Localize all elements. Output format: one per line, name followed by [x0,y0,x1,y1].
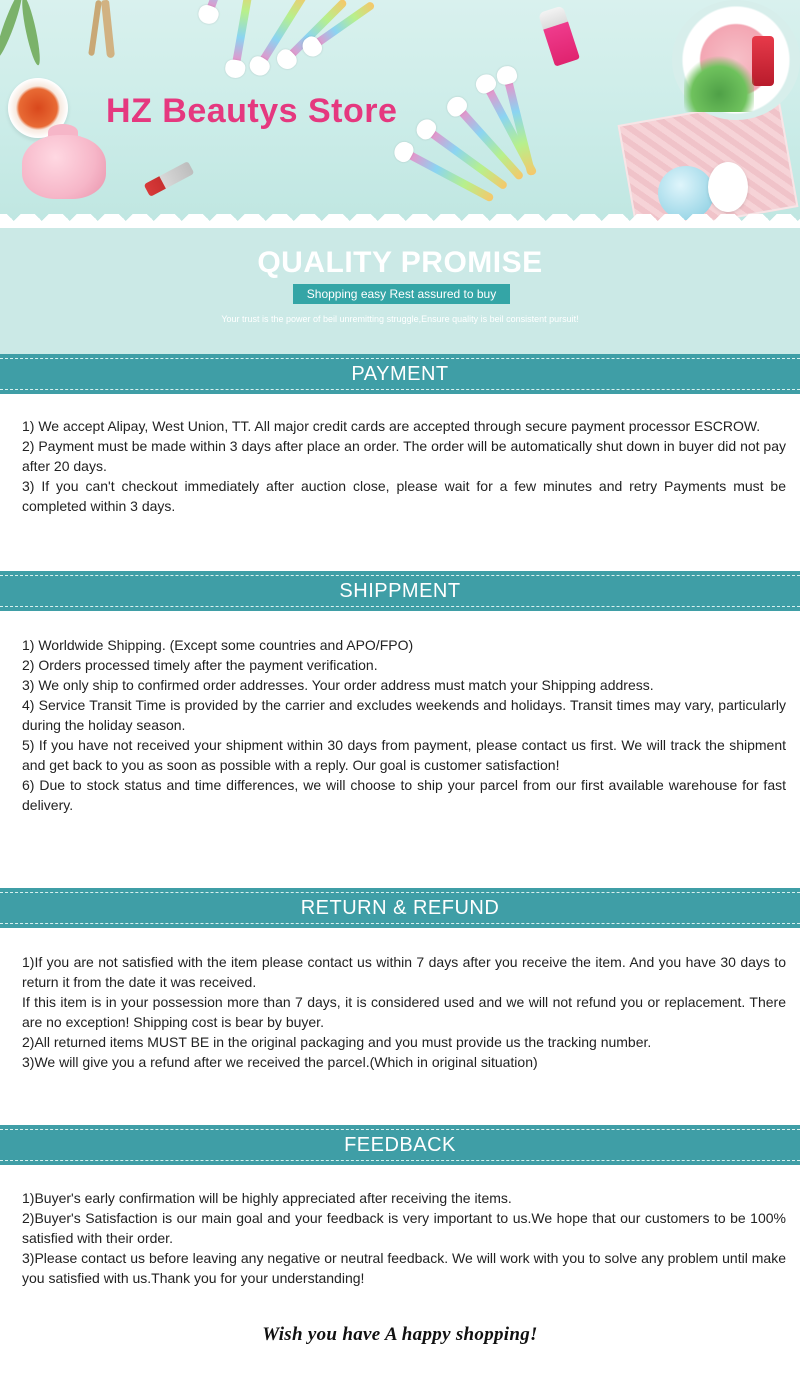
computer-mouse-decoration [708,162,748,212]
store-banner [0,0,800,228]
refund-line: 1)If you are not satisfied with the item please contact us within 7 days after you receive the item. And you have 30 days to return it from the date it was received. [22,954,786,990]
quality-promise-subline: Your trust is the power of beil unremitting struggle,Ensure quality is beil consistent pursuit! [221,314,579,324]
payment-section-header [0,354,800,394]
shipment-line: 4) Service Transit Time is provided by the carrier and excludes weekends and holidays. Transit times may vary, particularly during the holiday season. [22,697,786,733]
shipment-line: 5) If you have not received your shipment within 30 days from payment, please contact us first. We will track the shipment and get back to you as soon as possible with a reply. Our goal is customer satisfaction! [22,737,786,773]
makeup-brush-decoration [206,0,237,11]
closing-message: Wish you have A happy shopping! [262,1324,538,1345]
payment-line: 3) If you can't checkout immediately after auction close, please wait for a few minutes and retry Payments must be completed within 3 days. [22,478,786,514]
shipment-section-body [22,635,786,815]
spoon-decoration [101,0,115,58]
section-title: SHIPPMENT [339,580,461,602]
feedback-line: 1)Buyer's early confirmation will be highly appreciated after receiving the items. [22,1190,512,1206]
lipstick-decoration [538,5,580,66]
section-title: RETURN & REFUND [300,897,500,919]
feedback-section-body [22,1188,786,1288]
shipment-section-header [0,571,800,611]
teapot-decoration [22,135,106,199]
feedback-line: 3)Please contact us before leaving any negative or neutral feedback. We will work with you to solve any problem until make you satisfied with us.Thank you for your understanding! [22,1250,786,1286]
refund-section-header [0,888,800,928]
banner-scallop-edge [0,214,800,228]
refund-section-body [22,952,786,1072]
powder-compact-decoration [658,166,714,220]
section-title: FEEDBACK [344,1134,456,1156]
section-title: PAYMENT [351,363,449,385]
quality-promise-tagline: Shopping easy Rest assured to buy [293,284,510,304]
payment-section-body [22,416,786,516]
quality-promise-title: QUALITY PROMISE [257,246,543,279]
shipment-line: 3) We only ship to confirmed order addresses. Your order address must match your Shipping address. [22,677,654,693]
feedback-line: 2)Buyer's Satisfaction is our main goal and your feedback is very important to us.We hope that our customers to be 100% satisfied with their order. [22,1210,786,1246]
payment-line: 1) We accept Alipay, West Union, TT. All major credit cards are accepted through secure payment processor ESCROW. [22,418,761,434]
shipment-line: 1) Worldwide Shipping. (Except some countries and APO/FPO) [22,637,414,653]
refund-line: If this item is in your possession more than 7 days, it is considered used and we will not refund you or replacement. There are no exception! Shipping cost is bear by buyer. [22,994,786,1030]
shipment-line: 2) Orders processed timely after the payment verification. [22,657,378,673]
cosmetic-tube-decoration [752,36,774,86]
shipment-line: 6) Due to stock status and time differences, we will choose to ship your parcel from our first available warehouse for fast delivery. [22,777,786,813]
fork-decoration [88,0,102,56]
lipstick-decoration [144,161,195,197]
store-name: HZ Beautys Store [106,92,398,130]
quality-promise-block [0,228,800,354]
makeup-brush-decoration [406,150,495,202]
refund-line: 3)We will give you a refund after we received the parcel.(Which in original situation) [22,1054,538,1070]
plant-leaf-decoration [19,0,43,66]
refund-line: 2)All returned items MUST BE in the original packaging and you must provide us the tracking number. [22,1034,652,1050]
succulent-plant-decoration [684,52,754,112]
payment-line: 2) Payment must be made within 3 days after place an order. The order will be automatically shut down in buyer did not pay after 20 days. [22,438,786,474]
makeup-brush-decoration [232,0,254,65]
feedback-section-header [0,1125,800,1165]
